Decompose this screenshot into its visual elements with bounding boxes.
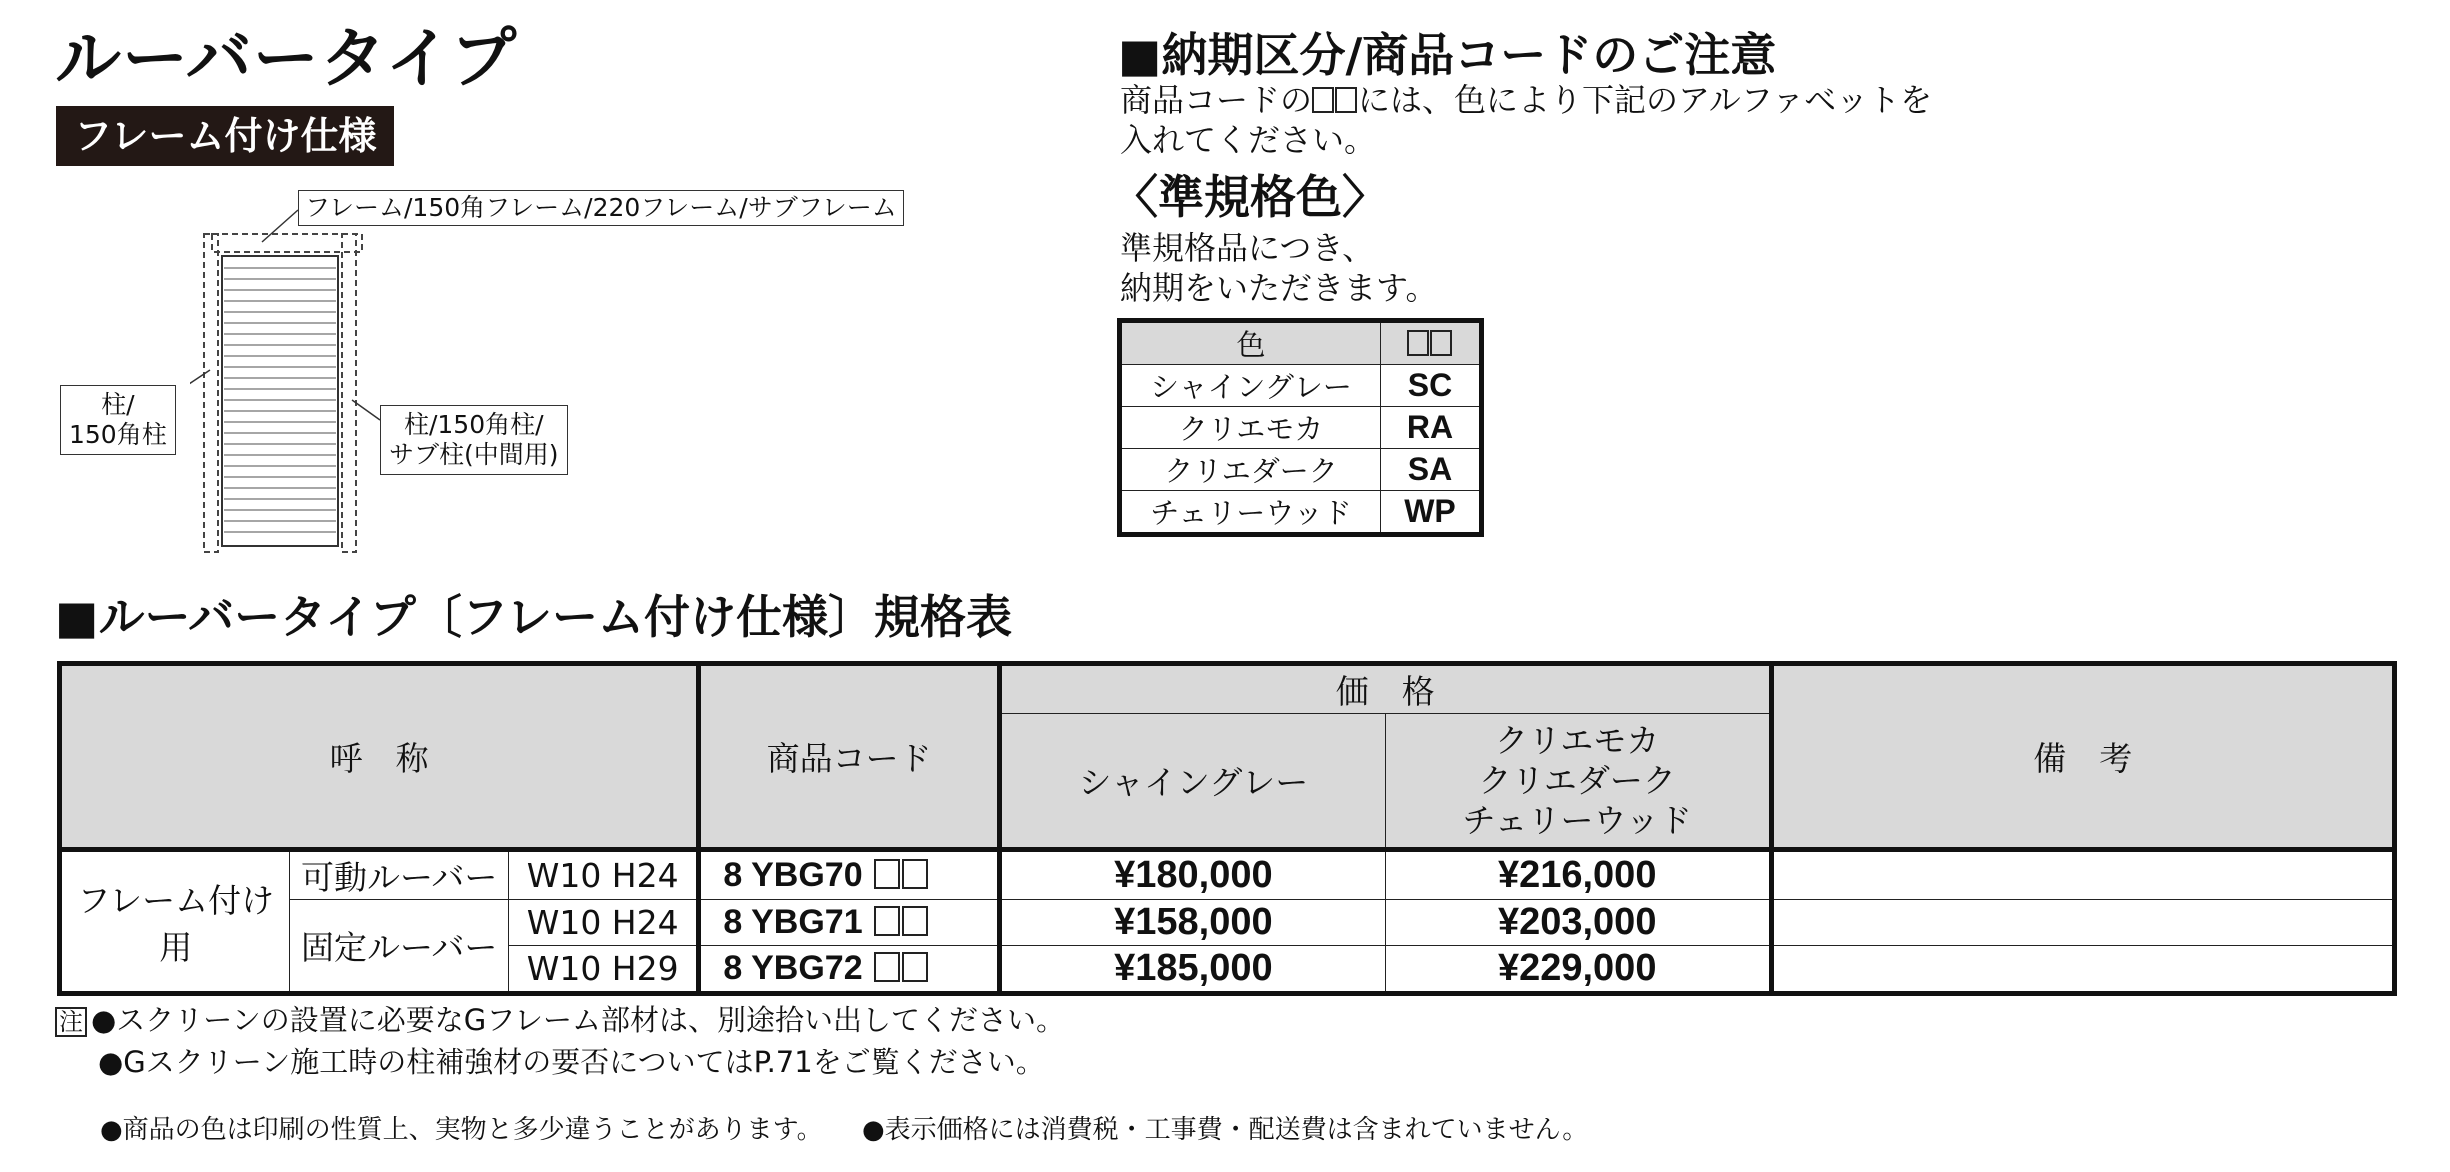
callout-right-post — [380, 405, 568, 475]
header-color-cherry: チェリーウッド — [1462, 800, 1692, 840]
price-shine-gray: ¥185,000 — [999, 946, 1385, 994]
group-label: フレーム付け用 — [60, 850, 290, 994]
code-placeholder-box — [1430, 330, 1452, 356]
product-code — [699, 900, 1000, 946]
header-remarks: 備 考 — [1771, 664, 2394, 850]
code-placeholder-box — [902, 906, 928, 936]
code-placeholder-box — [1335, 87, 1357, 113]
color-code: SC — [1381, 365, 1482, 407]
spec-table-heading: ■ルーバータイプ〔フレーム付け仕様〕規格表 — [55, 590, 1013, 644]
footer-note-2: ●表示価格には消費税・工事費・配送費は含まれていません。 — [862, 1115, 1589, 1145]
color-code: SA — [1381, 449, 1482, 491]
price-shine-gray: ¥180,000 — [999, 850, 1385, 900]
table-row — [1120, 407, 1482, 449]
price-other-colors: ¥216,000 — [1385, 850, 1771, 900]
type-movable: 可動ルーバー — [290, 850, 508, 900]
color-code: RA — [1381, 407, 1482, 449]
remark — [1771, 850, 2394, 900]
standard-text-1: 準規格品につき、 — [1120, 229, 1375, 267]
variant-badge: フレーム付け仕様 — [56, 106, 394, 166]
product-code-text: 8 YBG72 — [723, 949, 863, 987]
standard-color-heading: 〈準規格色〉 — [1112, 170, 1388, 224]
code-placeholder-box — [1312, 87, 1334, 113]
code-placeholder-box — [1407, 330, 1429, 356]
notice-text-1a: 商品コードの — [1120, 81, 1313, 119]
price-other-colors: ¥229,000 — [1385, 946, 1771, 994]
product-code — [699, 850, 1000, 900]
note-2: ●Gスクリーン施工時の柱補強材の要否についてはP.71をご覧ください。 — [98, 1045, 1045, 1079]
notice-text-2: 入れてください。 — [1120, 121, 1377, 159]
note-1 — [55, 1000, 1065, 1040]
table-row — [1120, 449, 1482, 491]
header-price: 価 格 — [999, 664, 1771, 714]
note-mark: 注 — [55, 1007, 87, 1037]
remark — [1771, 900, 2394, 946]
price-shine-gray: ¥158,000 — [999, 900, 1385, 946]
product-code-text: 8 YBG71 — [723, 903, 863, 941]
color-name: クリエモカ — [1120, 407, 1381, 449]
header-price-other-colors — [1385, 714, 1771, 850]
table-row — [60, 850, 2395, 900]
spec-table — [57, 661, 2397, 996]
code-placeholder-box — [874, 952, 900, 982]
code-placeholder-box — [902, 952, 928, 982]
header-price-shine-gray: シャイングレー — [999, 714, 1385, 850]
code-placeholder-box — [874, 859, 900, 889]
product-code-text: 8 YBG70 — [723, 856, 863, 894]
standard-color-text — [1120, 228, 1437, 308]
color-name: クリエダーク — [1120, 449, 1381, 491]
callout-left-post — [60, 385, 176, 455]
type-fixed: 固定ルーバー — [290, 900, 508, 994]
header-color-dark: クリエダーク — [1478, 760, 1676, 800]
table-row — [1120, 491, 1482, 535]
callout-left-line-2: 150角柱 — [69, 420, 167, 449]
product-code — [699, 946, 1000, 994]
louver-frame-diagram — [190, 180, 870, 570]
header-color-mocha: クリエモカ — [1495, 720, 1660, 760]
code-placeholder-box — [874, 906, 900, 936]
page-title: ルーバータイプ — [55, 20, 518, 97]
header-code: 商品コード — [699, 664, 1000, 850]
color-header: 色 — [1120, 321, 1381, 365]
notice-heading: ■納期区分/商品コードのご注意 — [1118, 28, 1777, 82]
remark — [1771, 946, 2394, 994]
size: W10 H24 — [508, 850, 698, 900]
standard-text-2: 納期をいただきます。 — [1120, 269, 1438, 307]
color-code: WP — [1381, 491, 1482, 535]
callout-frame: フレーム/150角フレーム/220フレーム/サブフレーム — [298, 190, 904, 226]
size: W10 H29 — [508, 946, 698, 994]
notice-text-1b: には、色により下記のアルファベットを — [1358, 81, 1933, 119]
callout-left-line-1: 柱/ — [101, 390, 135, 419]
table-row — [1120, 365, 1482, 407]
notice-text — [1120, 80, 1932, 160]
price-other-colors: ¥203,000 — [1385, 900, 1771, 946]
footer-note-1: ●商品の色は印刷の性質上、実物と多少違うことがあります。 — [100, 1115, 823, 1145]
color-name: シャイングレー — [1120, 365, 1381, 407]
note-1-text: ●スクリーンの設置に必要なGフレーム部材は、別途拾い出してください。 — [91, 1003, 1066, 1037]
size: W10 H24 — [508, 900, 698, 946]
code-header — [1381, 321, 1482, 365]
callout-right-line-2: サブ柱(中間用) — [389, 440, 559, 469]
header-name: 呼 称 — [60, 664, 699, 850]
callout-right-line-1: 柱/150角柱/ — [403, 410, 544, 439]
color-code-table — [1117, 318, 1484, 537]
color-name: チェリーウッド — [1120, 491, 1381, 535]
code-placeholder-box — [902, 859, 928, 889]
table-row — [60, 900, 2395, 946]
